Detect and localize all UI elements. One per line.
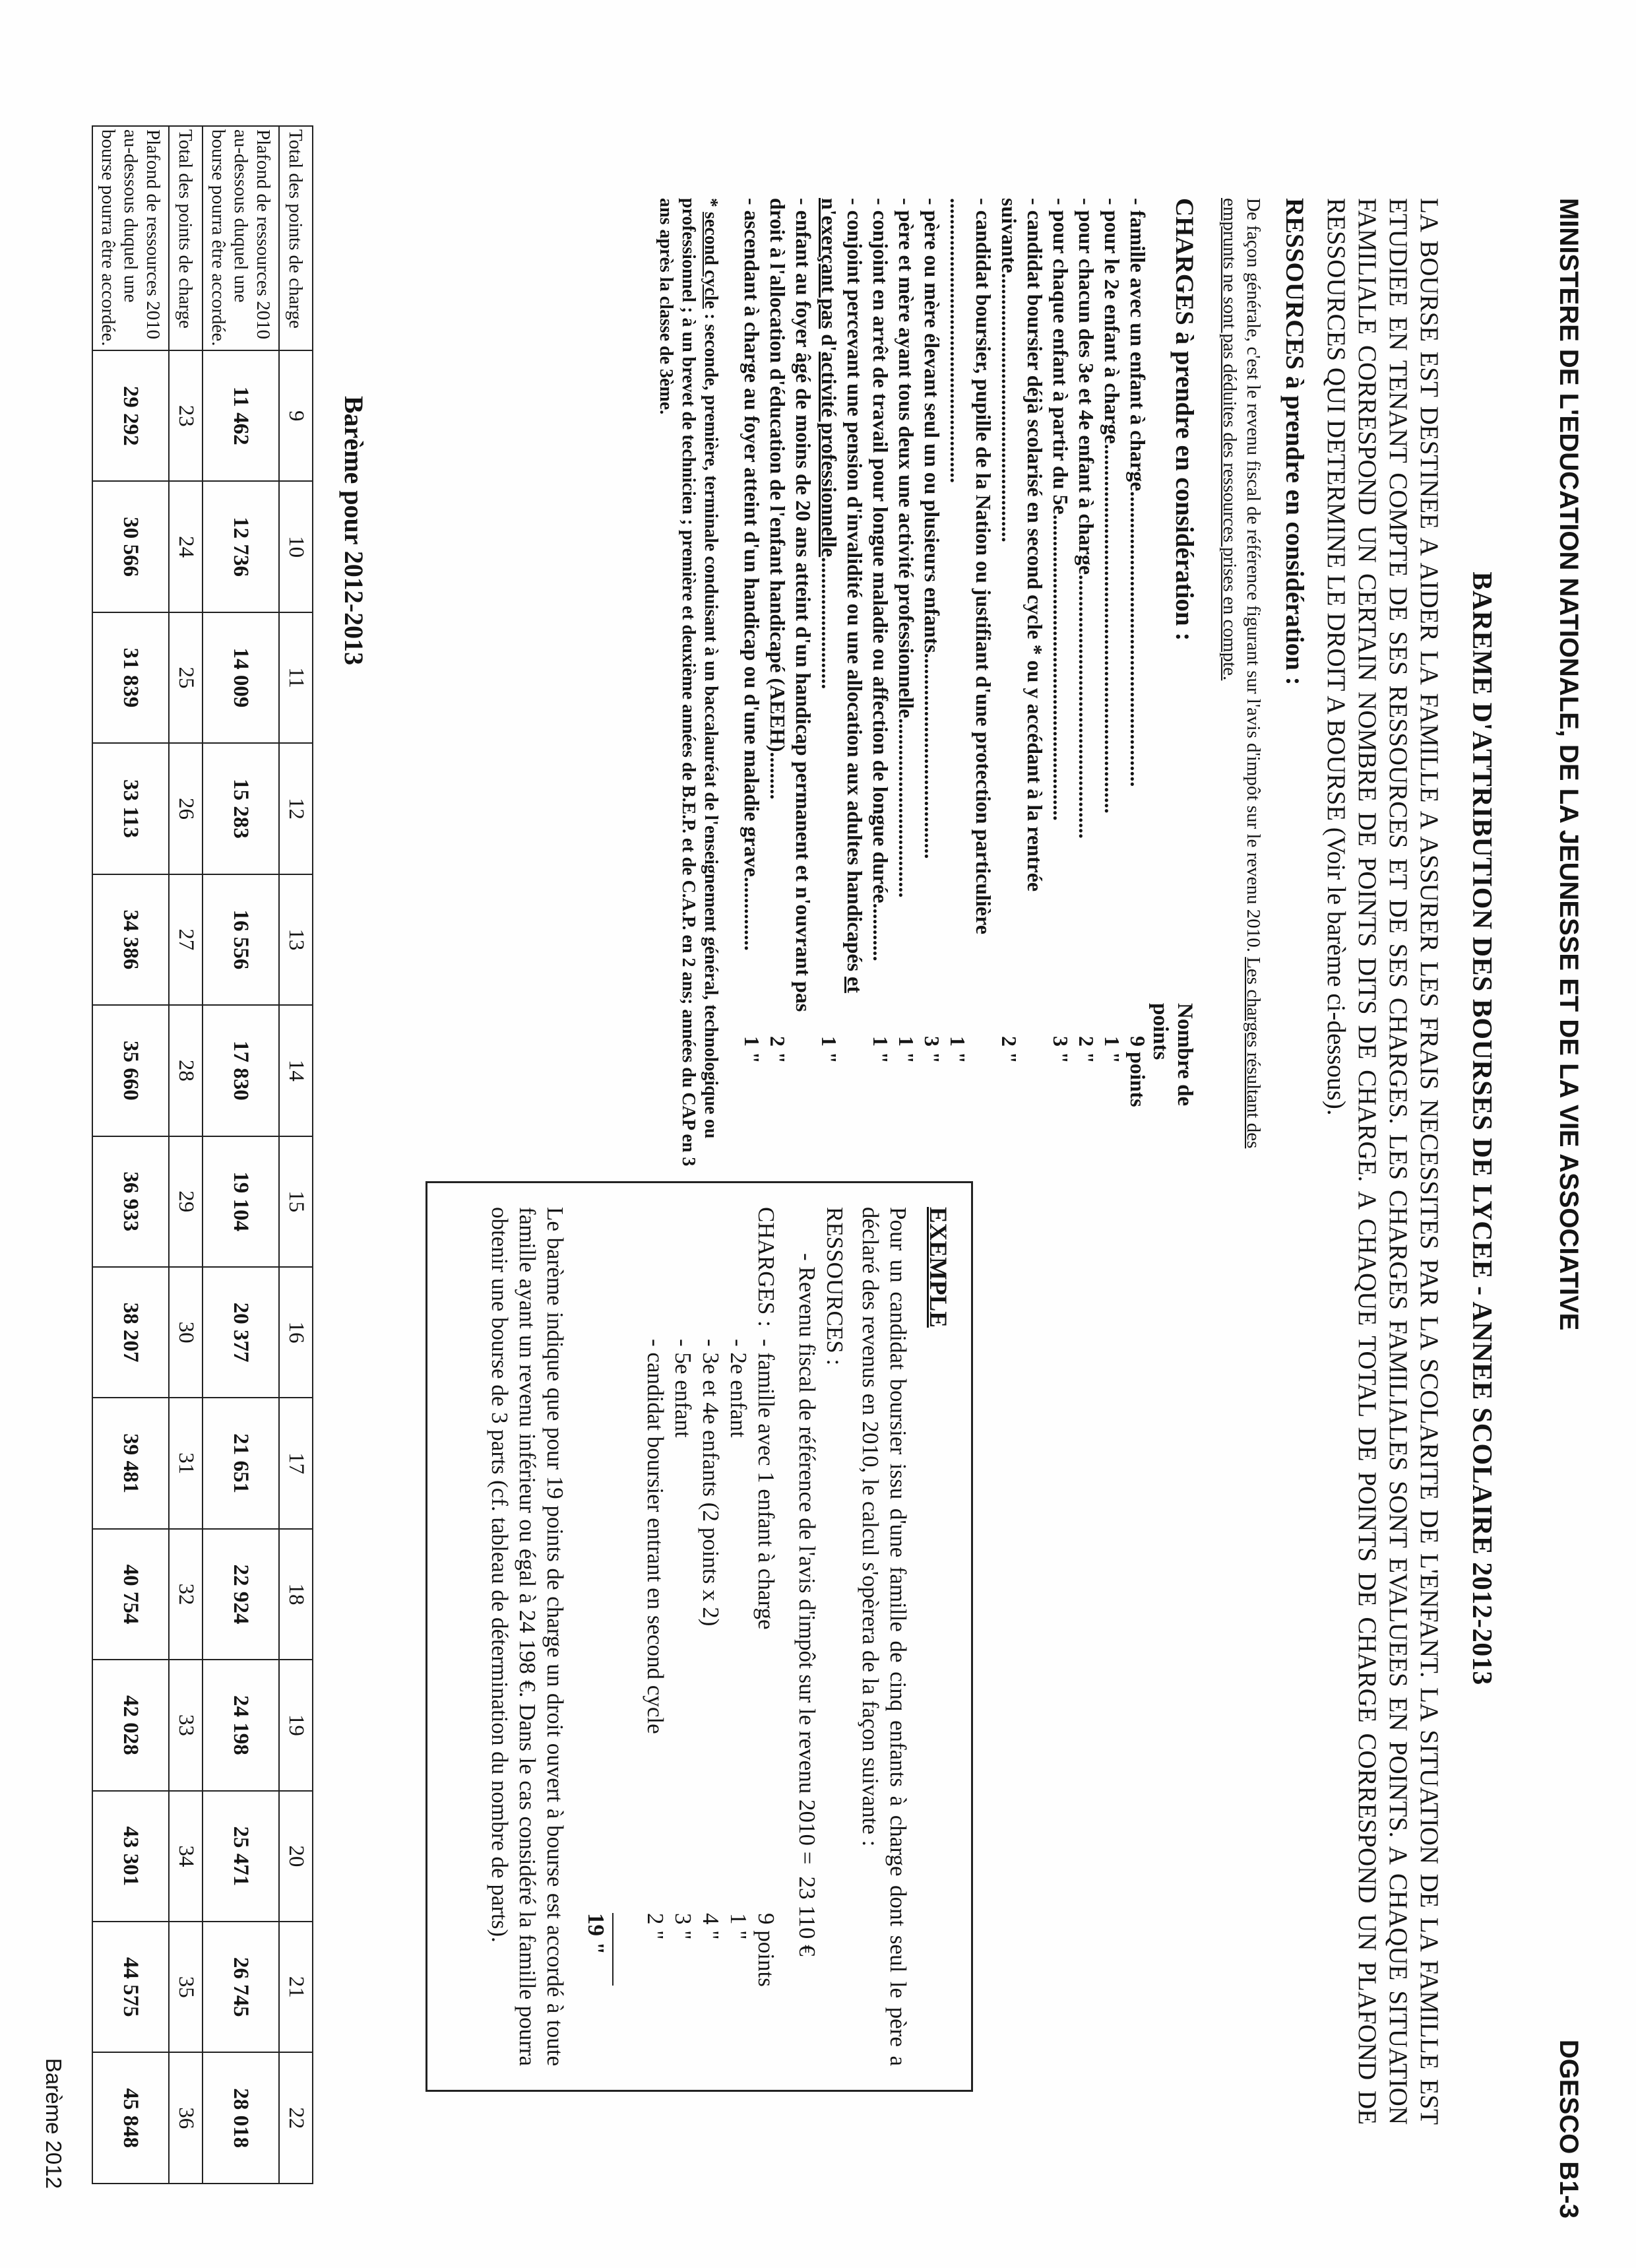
list-item bbox=[945, 198, 996, 1168]
table-cell: 34 386 bbox=[92, 874, 169, 1005]
intro-paragraph: LA BOURSE EST DESTINEE A AIDER LA FAMILLE A ASSURER LES FRAIS NECESSITES PAR LA SCOLARITE DE L'ENFANT. LA SITUATION DE LA FAMILLE EST ETUDIEE EN TENANT COMPTE DE SES RESSOURCES ET DE SES CHARGES. LES CHARGES FAMILIALES SONT EVALUEES EN POINTS. A CHAQUE SITUATION FAMILIALE CORRESPOND UN CERTAIN NOMBRE DE POINTS DITS DE CHARGE. A CHAQUE TOTAL DE POINTS DE CHARGE CORRESPOND UN PLAFOND DE RESSOURCES QUI DETERMINE LE DROIT A BOURSE (Voir le barème ci-dessous). bbox=[1322, 198, 1443, 2125]
list-item bbox=[739, 198, 765, 1168]
resources-note bbox=[1218, 198, 1265, 1168]
table-cell: 19 104 bbox=[203, 1136, 279, 1267]
table-cell: 22 bbox=[279, 2052, 313, 2184]
resources-note-underlined: Les charges résultant des emprunts ne sont pas déduites des ressources prises en compte. bbox=[1219, 198, 1264, 1149]
table-cell: 15 283 bbox=[203, 743, 279, 874]
charge-points: 2 " bbox=[1075, 1036, 1098, 1064]
row-label: Total des points de charge bbox=[279, 126, 313, 350]
charge-label: - pour le 2e enfant à charge...................................................................... bbox=[1100, 198, 1124, 814]
table-cell: 22 924 bbox=[203, 1529, 279, 1660]
example-charge-points: 2 " bbox=[643, 1913, 668, 1940]
table-cell: 14 bbox=[279, 1005, 313, 1136]
table-cell: 23 bbox=[169, 350, 203, 481]
table-cell: 35 660 bbox=[92, 1005, 169, 1136]
list-item bbox=[1099, 198, 1125, 1168]
charges-list bbox=[739, 198, 1150, 1168]
charge-points: 1 " bbox=[1100, 1036, 1124, 1064]
table-cell: 16 bbox=[279, 1267, 313, 1398]
table-cell: 11 462 bbox=[203, 350, 279, 481]
table-cell: 31 839 bbox=[92, 612, 169, 743]
example-charge-points: 9 points bbox=[753, 1913, 779, 1987]
example-charge-label: - 2e enfant bbox=[726, 1339, 751, 1438]
table-cell: 26 745 bbox=[203, 1922, 279, 2052]
table-cell: 21 651 bbox=[203, 1398, 279, 1528]
charge-label: - enfant au foyer âgé de moins de 20 ans atteint d'un handicap permanent et n'ouvrant pas droit à l'allocation d'éducation de l'enfant handicapé (AEEH)......... bbox=[766, 198, 815, 1012]
table-cell: 33 bbox=[169, 1660, 203, 1790]
table-row bbox=[203, 126, 279, 2184]
table-cell: 39 481 bbox=[92, 1398, 169, 1528]
example-charges-label: CHARGES : bbox=[753, 1207, 779, 1327]
example-total: 19 " bbox=[583, 1913, 609, 1955]
total-divider bbox=[612, 1913, 614, 1986]
table-cell: 20 bbox=[279, 1791, 313, 1922]
list-item bbox=[996, 198, 1048, 1168]
charge-label: - pour chaque enfant à partir du 5e.......................................................... bbox=[1049, 198, 1073, 821]
resources-heading: RESSOURCES à prendre en considération : bbox=[1280, 198, 1309, 686]
table-cell: 17 830 bbox=[203, 1005, 279, 1136]
table-cell: 11 bbox=[279, 612, 313, 743]
table-cell: 34 bbox=[169, 1791, 203, 1922]
table-cell: 27 bbox=[169, 874, 203, 1005]
table-cell: 15 bbox=[279, 1136, 313, 1267]
example-title: EXEMPLE bbox=[924, 1207, 951, 1328]
table-cell: 16 556 bbox=[203, 874, 279, 1005]
page-title: BAREME D'ATTRIBUTION DES BOURSES DE LYCEE - ANNEE SCOLAIRE 2012-2013 bbox=[1466, 571, 1497, 1685]
example-charge-points: 3 " bbox=[670, 1913, 696, 1940]
table-row bbox=[92, 126, 169, 2184]
table-cell: 24 198 bbox=[203, 1660, 279, 1790]
charge-label-mid: d' bbox=[817, 329, 841, 352]
row-label: Plafond de ressources 2010 au-dessous duquel une bourse pourra être accordée. bbox=[203, 126, 279, 350]
table-cell: 28 018 bbox=[203, 2052, 279, 2184]
example-resources-line bbox=[793, 1253, 821, 2066]
list-item bbox=[867, 198, 893, 1168]
charge-label: - conjoint en arrêt de travail pour longue maladie ou affection de longue durée........... bbox=[869, 198, 893, 961]
table-cell: 24 bbox=[169, 481, 203, 612]
charge-points: 1 " bbox=[869, 1036, 893, 1064]
charge-label: - pour chacun des 3e et 4e enfant à charge.................................................. bbox=[1075, 198, 1098, 839]
charge-points: 1 " bbox=[895, 1036, 918, 1064]
table-cell: 36 933 bbox=[92, 1136, 169, 1267]
table-cell: 30 bbox=[169, 1267, 203, 1398]
example-charge-points: 4 " bbox=[698, 1913, 724, 1940]
charge-label: - candidat boursier, pupille de la Nation ou justifiant d'une protection particulière ...................................................... bbox=[946, 198, 995, 934]
table-cell: 26 bbox=[169, 743, 203, 874]
criteria-column bbox=[654, 198, 1309, 1168]
charge-points: 1 " bbox=[946, 1036, 970, 1064]
example-intro: Pour un candidat boursier issu d'une famille de cinq enfants à charge dont seul le père a déclaré des revenus en 2010, le calcul s'opèrera de la façon suivante : bbox=[858, 1207, 911, 2066]
document-code: DGESCO B1-3 bbox=[1554, 2039, 1583, 2219]
example-charge-label: - 5e enfant bbox=[670, 1339, 696, 1438]
page-footer: Barème 2012 bbox=[42, 2057, 66, 2189]
charge-label-end: ......................... bbox=[817, 557, 841, 690]
table-cell: 9 bbox=[279, 350, 313, 481]
table-cell: 12 bbox=[279, 743, 313, 874]
example-resources-text: - Revenu fiscal de référence de l'avis d'impôt sur le revenu 2010 = bbox=[794, 1253, 820, 1865]
table-cell: 38 207 bbox=[92, 1267, 169, 1398]
list-item bbox=[1073, 198, 1099, 1168]
table-cell: 17 bbox=[279, 1398, 313, 1528]
charge-label: - ascendant à charge au foyer atteint d'un handicap ou d'une maladie grave.............. bbox=[740, 198, 764, 951]
footnote: * second cycle : seconde, première, terminale conduisant à un baccalauréat de l'enseignement général, technologique ou professionnel ; à un brevet de technicien ; première et deuxième années de B.E.P. et de C.A.P. en 2 ans; années du CAP en 3 ans après la classe de 3ème. bbox=[656, 198, 721, 1167]
example-charge-label: - 3e et 4e enfants (2 points x 2) bbox=[698, 1339, 724, 1627]
list-item bbox=[1048, 198, 1073, 1168]
ministry-heading: MINISTERE DE L'EDUCATION NATIONALE, DE LA JEUNESSE ET DE LA VIE ASSOCIATIVE bbox=[1554, 198, 1583, 1331]
example-charge-label: - famille avec 1 enfant à charge bbox=[753, 1339, 779, 1630]
table-cell: 33 113 bbox=[92, 743, 169, 874]
example-charges bbox=[582, 1207, 780, 2066]
example-resources-value: 23 110 € bbox=[794, 1876, 820, 1957]
example-conclusion: Le barème indique que pour 19 points de charge un droit ouvert à bourse est accordé à toute famille ayant un revenu inférieur ou égal à 24 198 €. Dans le cas considéré la famille pourra obtenir une bourse de 3 parts (cf. tableau de détermination du nombre de parts). bbox=[487, 1207, 568, 2066]
table-cell: 14 009 bbox=[203, 612, 279, 743]
charge-points: 2 " bbox=[997, 1036, 1021, 1064]
list-item bbox=[1125, 198, 1150, 1168]
charge-points: 2 " bbox=[766, 1036, 790, 1064]
row-label: Plafond de ressources 2010 au-dessous duquel une bourse pourra être accordée. bbox=[92, 126, 169, 350]
resources-note-text: De façon générale, c'est le revenu fiscal de référence figurant sur l'avis d'impôt sur le revenu 2010. bbox=[1243, 198, 1264, 957]
example-charge-points: 1 " bbox=[726, 1913, 751, 1940]
table-cell: 10 bbox=[279, 481, 313, 612]
table-cell: 36 bbox=[169, 2052, 203, 2184]
charges-header bbox=[1148, 198, 1199, 1168]
table-cell: 30 566 bbox=[92, 481, 169, 612]
table-cell: 29 292 bbox=[92, 350, 169, 481]
table-cell: 21 bbox=[279, 1922, 313, 2052]
charge-label: - famille avec un enfant à charge........................................................ bbox=[1126, 198, 1150, 787]
table-cell: 42 028 bbox=[92, 1660, 169, 1790]
table-row bbox=[169, 126, 203, 2184]
table-cell: 32 bbox=[169, 1529, 203, 1660]
footnote-text: : seconde, première, terminale conduisant à un baccalauréat de l'enseignement général, technologique ou professionnel ; à un brevet de technicien ; première et deuxième années de B.E.P. et de C.A.P. en 2 ans; années du CAP en 3 ans après la classe de 3ème. bbox=[656, 198, 721, 1167]
charge-label: - père ou mère élevant seul un ou plusieurs enfants....................................... bbox=[920, 198, 944, 859]
charge-points: 3 " bbox=[1049, 1036, 1073, 1064]
example-box bbox=[425, 1181, 973, 2092]
charge-label-start: - conjoint percevant une pension d'invalidité ou une allocation aux adultes handicapés bbox=[843, 198, 867, 977]
charges-heading: CHARGES à prendre en considération : bbox=[1170, 198, 1199, 641]
table-cell: 13 bbox=[279, 874, 313, 1005]
example-resources-label: RESSOURCES : bbox=[822, 1207, 848, 1366]
charge-points: 3 " bbox=[920, 1036, 944, 1064]
list-item bbox=[893, 198, 919, 1168]
table-cell: 40 754 bbox=[92, 1529, 169, 1660]
charge-label: - candidat boursier déjà scolarisé en second cycle * ou y accédant à la rentrée suivante................................................... bbox=[997, 198, 1047, 892]
table-cell: 29 bbox=[169, 1136, 203, 1267]
table-cell: 31 bbox=[169, 1398, 203, 1528]
table-cell: 28 bbox=[169, 1005, 203, 1136]
table-row bbox=[279, 126, 313, 2184]
table-cell: 25 bbox=[169, 612, 203, 743]
table-cell: 44 575 bbox=[92, 1922, 169, 2052]
charge-label bbox=[816, 198, 867, 1023]
table-cell: 25 471 bbox=[203, 1791, 279, 1922]
list-item bbox=[919, 198, 945, 1168]
points-column-heading: Nombre de points bbox=[1148, 1003, 1197, 1107]
bareme-table bbox=[92, 125, 313, 2184]
charge-label-underlined: et n'exerçant pas bbox=[817, 198, 867, 993]
list-item bbox=[765, 198, 816, 1168]
table-cell: 20 377 bbox=[203, 1267, 279, 1398]
table-cell: 19 bbox=[279, 1660, 313, 1790]
charge-points: 9 points bbox=[1126, 1036, 1150, 1107]
charge-label: - père et mère ayant tous deux une activité professionnelle.................................. bbox=[895, 198, 918, 898]
bareme-title: Barème pour 2012-2013 bbox=[339, 396, 369, 666]
example-charge-label: - candidat boursier entrant en second cycle bbox=[643, 1339, 668, 1734]
table-cell: 43 301 bbox=[92, 1791, 169, 1922]
charge-points: 1 " bbox=[817, 1036, 841, 1064]
charge-label-underlined: activité professionnelle bbox=[817, 351, 841, 558]
table-cell: 12 736 bbox=[203, 481, 279, 612]
table-cell: 18 bbox=[279, 1529, 313, 1660]
list-item bbox=[816, 198, 867, 1168]
table-cell: 45 848 bbox=[92, 2052, 169, 2184]
charge-points: 1 " bbox=[740, 1036, 764, 1064]
table-cell: 35 bbox=[169, 1922, 203, 2052]
footnote-term: second cycle bbox=[701, 212, 721, 309]
row-label: Total des points de charge bbox=[169, 126, 203, 350]
